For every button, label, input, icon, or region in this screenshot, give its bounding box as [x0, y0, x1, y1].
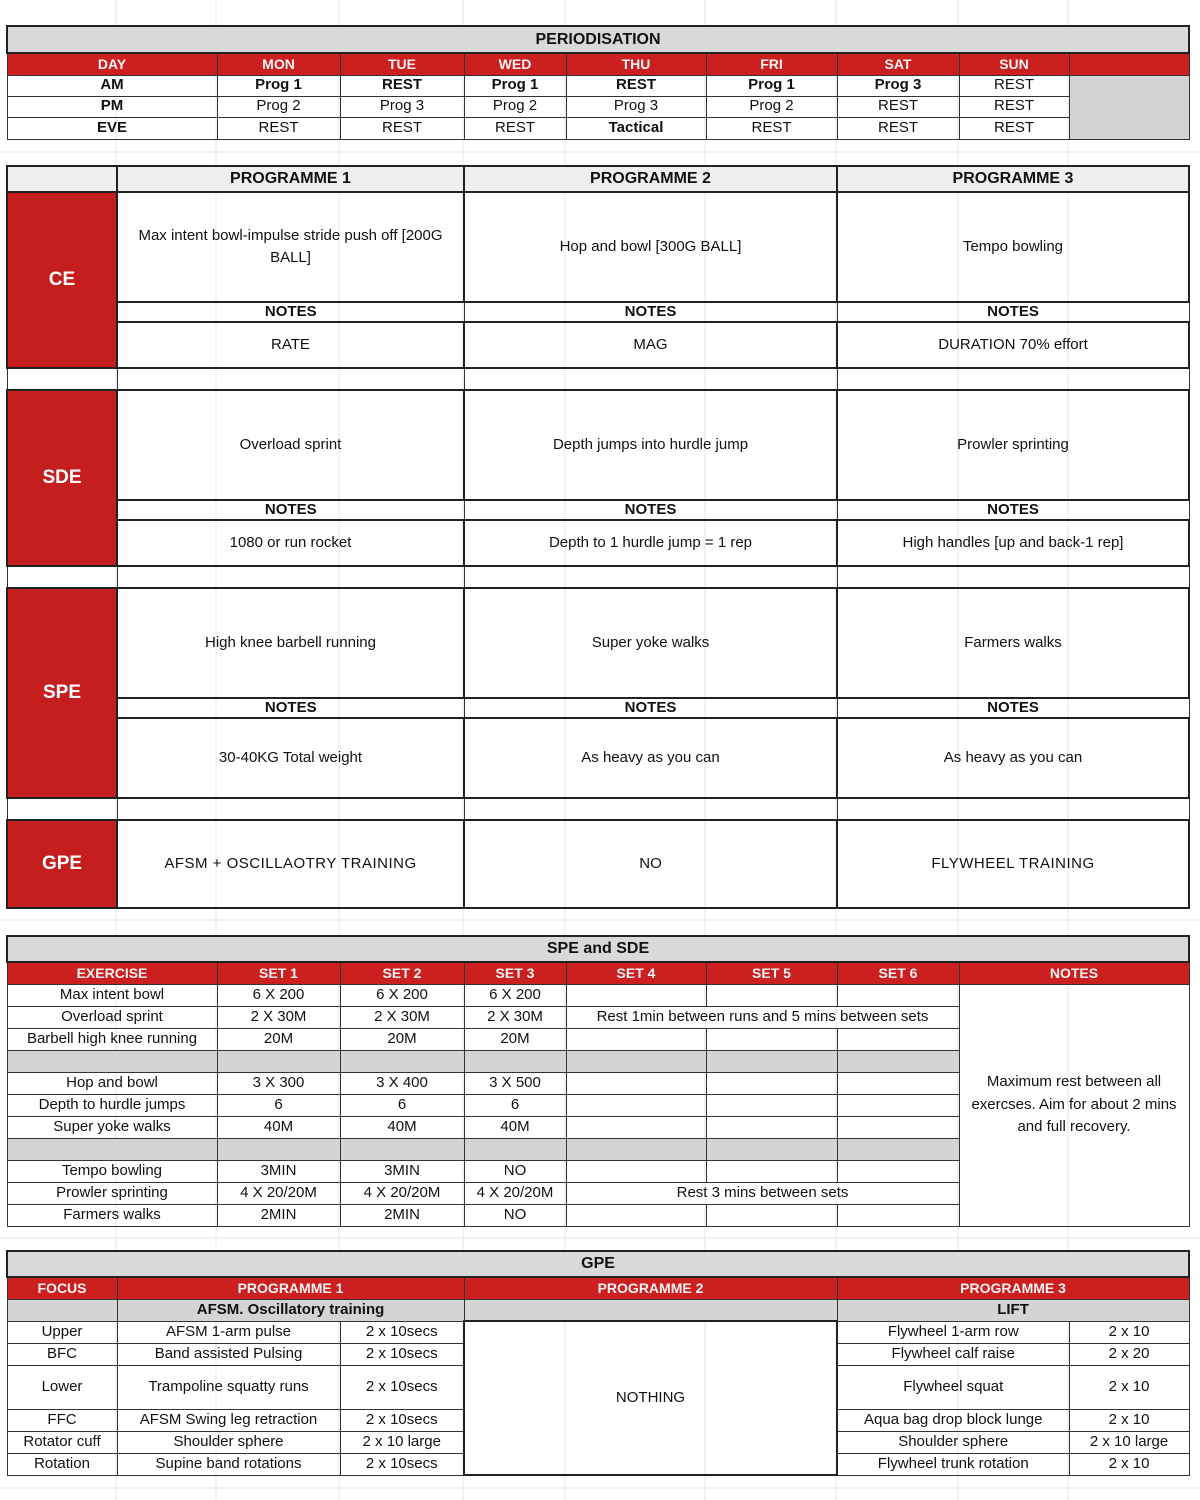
set-empty [837, 1072, 959, 1094]
header-gpe-programme-1: PROGRAMME 1 [117, 1277, 464, 1299]
programmes-table [6, 165, 1190, 909]
sde-p3-note: High handles [up and back-1 rep] [837, 520, 1189, 566]
set-value: 2 X 30M [340, 1006, 464, 1028]
set-value: 20M [340, 1028, 464, 1050]
exercise-name: Max intent bowl [7, 984, 217, 1006]
gpe-p3-exercise: Aqua bag drop block lunge [837, 1409, 1069, 1431]
set-empty [566, 1094, 706, 1116]
group-divider [7, 1050, 217, 1072]
set-value: 20M [217, 1028, 340, 1050]
header-set-3: SET 3 [464, 962, 566, 984]
gpe-p1-dose: 2 x 10secs [340, 1365, 464, 1409]
gpe-p3-subheader: LIFT [837, 1299, 1189, 1321]
set-empty [566, 1204, 706, 1226]
group-divider [340, 1138, 464, 1160]
exercise-name: Hop and bowl [7, 1072, 217, 1094]
spe-sde-notes: Maximum rest between all exercses. Aim for about 2 mins and full recovery. [959, 984, 1189, 1226]
exercise-name: Prowler sprinting [7, 1182, 217, 1204]
spacer-cell [837, 566, 1189, 588]
gpe-p2-cell: NO [464, 820, 837, 908]
gpe-p3-dose: 2 x 20 [1069, 1343, 1189, 1365]
gpe-focus: Lower [7, 1365, 117, 1409]
set-value: 3 X 400 [340, 1072, 464, 1094]
gpe-p3-dose: 2 x 10 [1069, 1409, 1189, 1431]
sde-p2-exercise: Depth jumps into hurdle jump [464, 390, 837, 500]
header-set-1: SET 1 [217, 962, 340, 984]
spe-p3-note: As heavy as you can [837, 718, 1189, 798]
spe-p2-notes-label: NOTES [464, 698, 837, 718]
header-day: DAY [7, 53, 217, 75]
set-value: 4 X 20/20M [340, 1182, 464, 1204]
group-divider [566, 1138, 706, 1160]
gpe-p1-exercise: AFSM Swing leg retraction [117, 1409, 340, 1431]
rest-note-2: Rest 3 mins between sets [566, 1182, 959, 1204]
spacer-row [7, 566, 117, 588]
set-value: 4 X 20/20M [217, 1182, 340, 1204]
set-value: 40M [217, 1116, 340, 1138]
header-gpe-programme-2: PROGRAMME 2 [464, 1277, 837, 1299]
set-empty [706, 1160, 837, 1182]
gpe-p3-dose: 2 x 10 large [1069, 1431, 1189, 1453]
spe-p1-exercise: High knee barbell running [117, 588, 464, 698]
set-value: 2 X 30M [464, 1006, 566, 1028]
gpe-p3-exercise: Flywheel 1-arm row [837, 1321, 1069, 1343]
header-set-5: SET 5 [706, 962, 837, 984]
spacer-row [7, 798, 117, 820]
spe-p2-note: As heavy as you can [464, 718, 837, 798]
set-value: 6 [217, 1094, 340, 1116]
header-blank [1069, 53, 1189, 75]
spacer-cell [464, 566, 837, 588]
header-set-6: SET 6 [837, 962, 959, 984]
gpe-p1-exercise: Trampoline squatty runs [117, 1365, 340, 1409]
group-divider [837, 1050, 959, 1072]
gpe-p3-dose: 2 x 10 [1069, 1365, 1189, 1409]
set-empty [566, 1116, 706, 1138]
spacer-row [7, 368, 117, 390]
ce-p3-exercise: Tempo bowling [837, 192, 1189, 302]
ce-p1-exercise: Max intent bowl-impulse stride push off [200G BALL] [117, 192, 464, 302]
grey-filler [1069, 75, 1189, 139]
row-label-am: AM [7, 75, 217, 96]
cell-am-thu: REST [566, 75, 706, 96]
gpe-p3-exercise: Flywheel squat [837, 1365, 1069, 1409]
header-set-2: SET 2 [340, 962, 464, 984]
group-divider [464, 1138, 566, 1160]
cell-eve-sun: REST [959, 117, 1069, 139]
gpe-focus: Rotation [7, 1453, 117, 1475]
set-value: 40M [340, 1116, 464, 1138]
set-empty [837, 1204, 959, 1226]
sde-p1-notes-label: NOTES [117, 500, 464, 520]
spacer-cell [117, 798, 464, 820]
cell-am-mon: Prog 1 [217, 75, 340, 96]
gpe-p1-exercise: AFSM 1-arm pulse [117, 1321, 340, 1343]
spe-sde-table [6, 935, 1190, 1227]
gpe-p1-subheader: AFSM. Oscillatory training [117, 1299, 464, 1321]
gpe-p2-subheader [464, 1299, 837, 1321]
programme-1-header: PROGRAMME 1 [117, 166, 464, 192]
spacer-cell [837, 798, 1189, 820]
gpe-p3-dose: 2 x 10 [1069, 1321, 1189, 1343]
header-wed: WED [464, 53, 566, 75]
cell-eve-mon: REST [217, 117, 340, 139]
set-empty [706, 1072, 837, 1094]
gpe-p2-value: NOTHING [464, 1321, 837, 1475]
exercise-name: Farmers walks [7, 1204, 217, 1226]
gpe-p3-exercise: Shoulder sphere [837, 1431, 1069, 1453]
gpe-p1-exercise: Shoulder sphere [117, 1431, 340, 1453]
set-empty [706, 1028, 837, 1050]
gpe-p1-dose: 2 x 10secs [340, 1321, 464, 1343]
spe-p3-exercise: Farmers walks [837, 588, 1189, 698]
ce-p3-notes-label: NOTES [837, 302, 1189, 322]
set-empty [566, 1028, 706, 1050]
set-value: 6 X 200 [340, 984, 464, 1006]
gpe-p1-dose: 2 x 10secs [340, 1409, 464, 1431]
gpe-p3-cell: FLYWHEEL TRAINING [837, 820, 1189, 908]
set-empty [566, 1072, 706, 1094]
section-label-ce: CE [7, 192, 117, 368]
cell-am-sun: REST [959, 75, 1069, 96]
group-divider [566, 1050, 706, 1072]
set-value: 3MIN [340, 1160, 464, 1182]
spe-p3-notes-label: NOTES [837, 698, 1189, 718]
section-label-spe: SPE [7, 588, 117, 798]
set-empty [837, 1094, 959, 1116]
header-notes: NOTES [959, 962, 1189, 984]
programme-3-header: PROGRAMME 3 [837, 166, 1189, 192]
set-empty [706, 1204, 837, 1226]
set-value: 3 X 500 [464, 1072, 566, 1094]
cell-pm-sat: REST [837, 96, 959, 117]
spe-p2-exercise: Super yoke walks [464, 588, 837, 698]
ce-p2-note: MAG [464, 322, 837, 368]
spe-p1-notes-label: NOTES [117, 698, 464, 718]
set-empty [837, 1028, 959, 1050]
set-empty [837, 1116, 959, 1138]
gpe-p1-exercise: Supine band rotations [117, 1453, 340, 1475]
gpe-p3-exercise: Flywheel trunk rotation [837, 1453, 1069, 1475]
set-value: NO [464, 1160, 566, 1182]
gpe-p3-dose: 2 x 10 [1069, 1453, 1189, 1475]
exercise-name: Super yoke walks [7, 1116, 217, 1138]
periodisation-title: PERIODISATION [7, 26, 1189, 53]
gpe-p1-cell: AFSM + OSCILLAOTRY TRAINING [117, 820, 464, 908]
header-focus: FOCUS [7, 1277, 117, 1299]
set-value: 40M [464, 1116, 566, 1138]
set-value: 20M [464, 1028, 566, 1050]
sde-p2-notes-label: NOTES [464, 500, 837, 520]
set-value: 2MIN [217, 1204, 340, 1226]
ce-p1-note: RATE [117, 322, 464, 368]
spacer-cell [464, 798, 837, 820]
gpe-p1-dose: 2 x 10 large [340, 1431, 464, 1453]
row-label-eve: EVE [7, 117, 217, 139]
set-empty [566, 984, 706, 1006]
cell-pm-tue: Prog 3 [340, 96, 464, 117]
exercise-name: Depth to hurdle jumps [7, 1094, 217, 1116]
cell-pm-sun: REST [959, 96, 1069, 117]
set-value: 6 [464, 1094, 566, 1116]
section-label-gpe: GPE [7, 820, 117, 908]
ce-p2-exercise: Hop and bowl [300G BALL] [464, 192, 837, 302]
set-empty [837, 1160, 959, 1182]
ce-p1-notes-label: NOTES [117, 302, 464, 322]
set-value: 2MIN [340, 1204, 464, 1226]
cell-pm-fri: Prog 2 [706, 96, 837, 117]
gpe-title: GPE [7, 1251, 1189, 1277]
set-value: 3MIN [217, 1160, 340, 1182]
cell-pm-mon: Prog 2 [217, 96, 340, 117]
cell-eve-wed: REST [464, 117, 566, 139]
row-label-pm: PM [7, 96, 217, 117]
gpe-p1-exercise: Band assisted Pulsing [117, 1343, 340, 1365]
set-empty [837, 984, 959, 1006]
set-value: NO [464, 1204, 566, 1226]
gpe-p1-dose: 2 x 10secs [340, 1343, 464, 1365]
cell-am-fri: Prog 1 [706, 75, 837, 96]
set-empty [706, 1116, 837, 1138]
header-gpe-programme-3: PROGRAMME 3 [837, 1277, 1189, 1299]
sde-p3-exercise: Prowler sprinting [837, 390, 1189, 500]
group-divider [837, 1138, 959, 1160]
header-thu: THU [566, 53, 706, 75]
gpe-p3-exercise: Flywheel calf raise [837, 1343, 1069, 1365]
periodisation-table [6, 25, 1190, 140]
set-value: 6 [340, 1094, 464, 1116]
cell-am-tue: REST [340, 75, 464, 96]
section-label-sde: SDE [7, 390, 117, 566]
set-value: 6 X 200 [217, 984, 340, 1006]
set-value: 6 X 200 [464, 984, 566, 1006]
cell-eve-thu: Tactical [566, 117, 706, 139]
header-set-4: SET 4 [566, 962, 706, 984]
spe-p1-note: 30-40KG Total weight [117, 718, 464, 798]
group-divider [217, 1138, 340, 1160]
set-value: 2 X 30M [217, 1006, 340, 1028]
set-value: 4 X 20/20M [464, 1182, 566, 1204]
ce-p2-notes-label: NOTES [464, 302, 837, 322]
group-divider [217, 1050, 340, 1072]
cell-eve-tue: REST [340, 117, 464, 139]
set-empty [706, 984, 837, 1006]
spe-sde-title: SPE and SDE [7, 936, 1189, 962]
gpe-focus: BFC [7, 1343, 117, 1365]
spacer-cell [117, 368, 464, 390]
set-empty [566, 1160, 706, 1182]
group-divider [706, 1050, 837, 1072]
header-exercise: EXERCISE [7, 962, 217, 984]
sde-p1-note: 1080 or run rocket [117, 520, 464, 566]
group-divider [7, 1138, 217, 1160]
header-mon: MON [217, 53, 340, 75]
rest-note-1: Rest 1min between runs and 5 mins between sets [566, 1006, 959, 1028]
ce-p3-note: DURATION 70% effort [837, 322, 1189, 368]
gpe-focus: Upper [7, 1321, 117, 1343]
cell-am-sat: Prog 3 [837, 75, 959, 96]
gpe-focus: Rotator cuff [7, 1431, 117, 1453]
cell-am-wed: Prog 1 [464, 75, 566, 96]
group-divider [340, 1050, 464, 1072]
spacer-cell [837, 368, 1189, 390]
gpe-focus: FFC [7, 1409, 117, 1431]
gpe-p1-dose: 2 x 10secs [340, 1453, 464, 1475]
set-value: 3 X 300 [217, 1072, 340, 1094]
header-sat: SAT [837, 53, 959, 75]
group-divider [464, 1050, 566, 1072]
header-sun: SUN [959, 53, 1069, 75]
exercise-name: Tempo bowling [7, 1160, 217, 1182]
sde-p1-exercise: Overload sprint [117, 390, 464, 500]
cell-eve-fri: REST [706, 117, 837, 139]
header-tue: TUE [340, 53, 464, 75]
exercise-name: Barbell high knee running [7, 1028, 217, 1050]
programme-2-header: PROGRAMME 2 [464, 166, 837, 192]
programmes-corner [7, 166, 117, 192]
sde-p2-note: Depth to 1 hurdle jump = 1 rep [464, 520, 837, 566]
spacer-cell [117, 566, 464, 588]
cell-eve-sat: REST [837, 117, 959, 139]
sde-p3-notes-label: NOTES [837, 500, 1189, 520]
exercise-name: Overload sprint [7, 1006, 217, 1028]
group-divider [706, 1138, 837, 1160]
gpe-table [6, 1250, 1190, 1476]
header-fri: FRI [706, 53, 837, 75]
set-empty [706, 1094, 837, 1116]
spacer-cell [464, 368, 837, 390]
cell-pm-wed: Prog 2 [464, 96, 566, 117]
cell-pm-thu: Prog 3 [566, 96, 706, 117]
focus-sub-blank [7, 1299, 117, 1321]
